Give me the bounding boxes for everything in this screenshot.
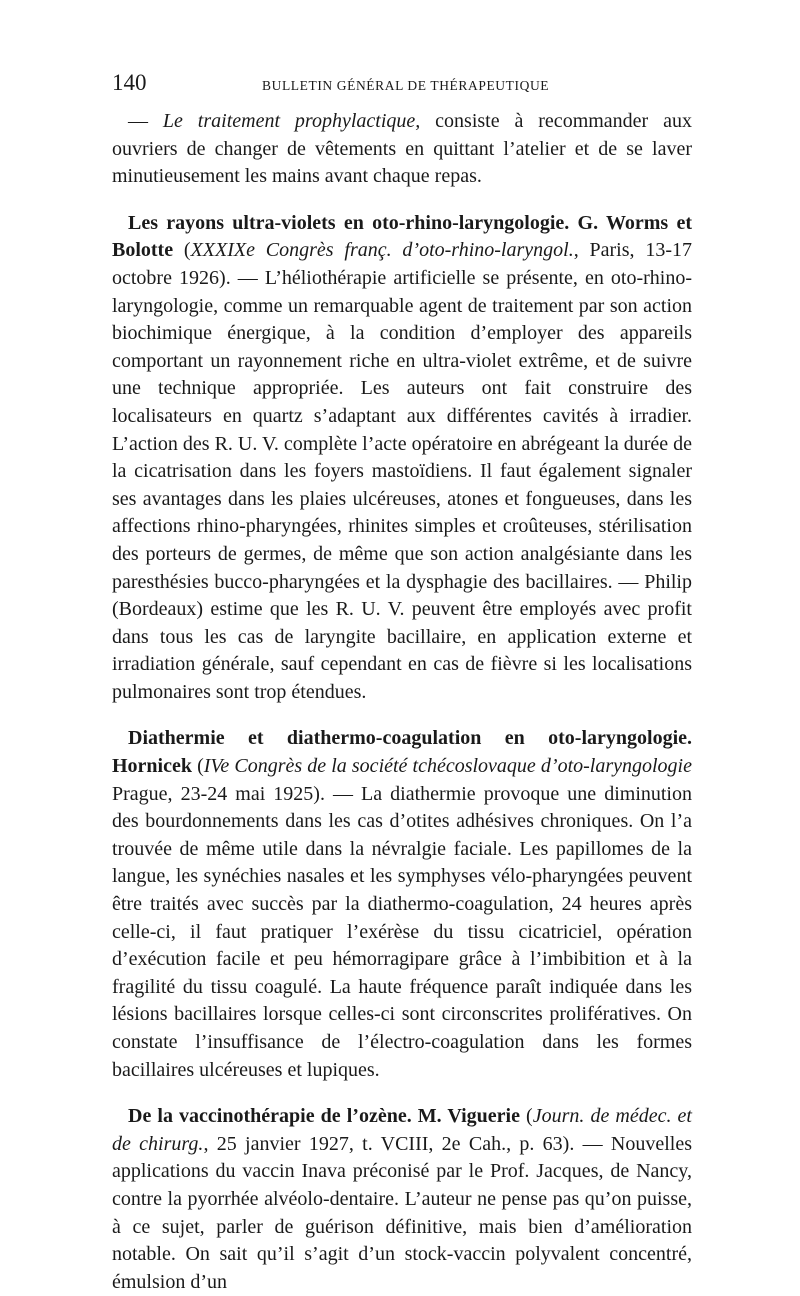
running-title: BULLETIN GÉNÉRAL DE THÉRAPEUTIQUE <box>262 78 550 93</box>
section-authors: Hornicek <box>112 755 192 778</box>
source-label: XXXIXe Congrès franç. d’oto-rhino-laryngol. <box>190 239 574 262</box>
section-body: — Nouvelles applications du vaccin Inava préconisé par le Prof. Jacques, de Nancy, contre la pyorrhée alvéolo-dentaire. L’auteur ne pense pas qu’on puisse, à ce sujet, parler de guérison définitive, mais bien d’amélioration notable. On sait qu’il s’agit d’un stock-vaccin polyvalent concentré, émulsion d’un <box>112 1132 692 1293</box>
section-vaccinotherapy <box>112 1103 692 1296</box>
section-title: Diathermie et diathermo-coagulation en oto-laryngologie. <box>128 727 692 750</box>
section-title: De la vaccinothérapie de l’ozène. <box>128 1105 412 1128</box>
source-detail: Prague, 23-24 mai 1925). <box>112 782 333 805</box>
section-uv-rays <box>112 210 692 707</box>
source-detail: , Paris, 13-17 octobre 1926). <box>112 239 692 289</box>
source-label: IVe Congrès de la société tchécoslovaque d’oto-laryngologie <box>203 755 692 778</box>
section-body: — L’héliothérapie artificielle se présente, en oto-rhino-laryngologie, comme un remarquable agent de traitement par son action biochimique énergique, à la condition d’employer des appareils comportant un rayonnement riche en ultra-violet extrême, et de suivre une technique appropriée. Les auteurs ont fait construire des localisateurs en quartz s’adaptant aux différentes cavités à irradier. L’action des R. U. V. complète l’acte opératoire en abrégeant la durée de la cicatrisation dans les foyers mastoïdiens. Il faut également signaler ses avantages dans les plaies ulcéreuses, atones et fongueuses, dans les affections rhino-pharyngées, rhinites simples et croûteuses, stérilisation des porteurs de germes, de même que son action analgésiante dans les paresthésies bucco-pharyngées et la dysphagie des bacillaires. — Philip (Bordeaux) estime que les R. U. V. peuvent être employés avec profit dans tous les cas de laryngite bacillaire, en application externe et irradiation générale, sauf cependant en cas de fièvre si les localisations pulmonaires sont trop étendues. <box>112 266 692 703</box>
section-authors: M. Viguerie <box>411 1105 520 1128</box>
source-open: ( <box>173 239 191 262</box>
intro-paragraph <box>112 108 692 191</box>
section-diathermy <box>112 725 692 1084</box>
page-number: 140 <box>112 70 147 95</box>
source-label: Journ. de médec. et de chirurg. <box>112 1105 692 1155</box>
intro-text: consiste à recommander aux ouvriers de changer de vêtements en quittant l’atelier et de se laver minutieusement les mains avant chaque repas. <box>112 110 692 188</box>
intro-dash: — <box>128 110 163 132</box>
source-open: ( <box>192 755 204 778</box>
section-body: — La diathermie provoque une diminution des bourdonnements dans les cas d’otites adhésives chroniques. On l’a trouvée de même utile dans la névralgie faciale. Les papillomes de la langue, les synéchies nasales et les symphyses vélo-pharyngées peuvent être traités avec succès par la diathermo-coagulation, 24 heures après celle-ci, il faut pratiquer l’exérèse du tissu cicatriciel, opération d’exécution facile et peu hémorragipare grâce à l’imbibition et à la fragilité du tissu coagulé. La haute fréquence paraît indiquée dans les lésions bacillaires lorsque celles-ci sont circonscrites prolifératives. On constate l’insuffisance de l’électro-coagulation dans les formes bacillaires ulcéreuses et lupiques. <box>112 782 692 1081</box>
source-open: ( <box>519 1105 533 1128</box>
source-detail: , 25 janvier 1927, t. VCIII, 2e Cah., p. 63). <box>203 1132 583 1155</box>
section-authors: G. Worms et Bolotte <box>112 211 692 262</box>
intro-emphasis: Le traitement prophylactique, <box>162 110 421 132</box>
body-text <box>112 108 692 1296</box>
page-header <box>112 70 692 104</box>
section-title: Les rayons ultra-violets en oto-rhino-laryngologie. <box>128 211 570 234</box>
